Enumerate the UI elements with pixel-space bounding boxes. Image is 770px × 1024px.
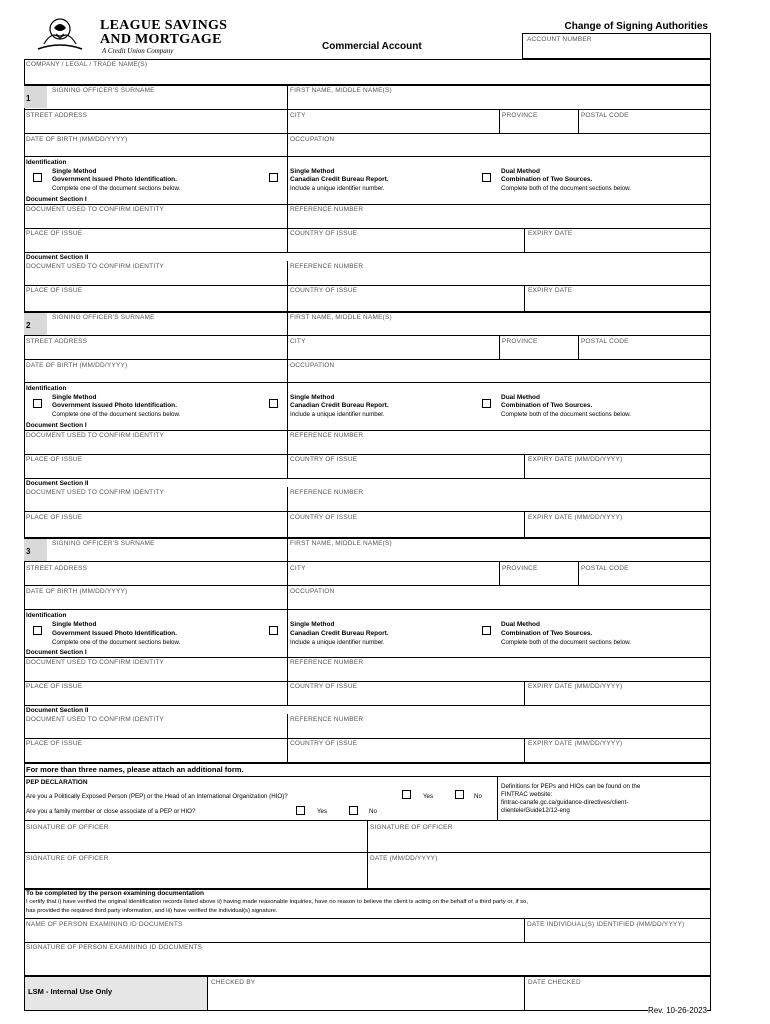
two-sources-note: Complete both of the document sections below. <box>501 411 632 418</box>
doc-section-1-heading: Document Section I <box>26 649 87 656</box>
single-method-label: Single Method <box>52 168 97 175</box>
dual-method-label: Dual Method <box>501 621 540 628</box>
reference-label: REFERENCE NUMBER <box>290 489 364 496</box>
credit-bureau-label: Canadian Credit Bureau Report. <box>290 630 389 637</box>
credit-bureau-label: Canadian Credit Bureau Report. <box>290 402 389 409</box>
reference-label: REFERENCE NUMBER <box>290 432 364 439</box>
credit-bureau-note: Include a unique identifier number. <box>290 185 385 192</box>
dob-label: DATE OF BIRTH (MM/DD/YYYY) <box>26 362 128 369</box>
officer-2-gov-photo-checkbox[interactable] <box>33 399 42 408</box>
two-sources-label: Combination of Two Sources. <box>501 630 593 637</box>
expiry-label: EXPIRY DATE (MM/DD/YYYY) <box>528 456 623 463</box>
doc-used-label: DOCUMENT USED TO CONFIRM IDENTITY <box>26 432 165 439</box>
logo <box>24 14 244 56</box>
doc-section-1-heading: Document Section I <box>26 422 87 429</box>
place-issue-label: PLACE OF ISSUE <box>26 456 83 463</box>
pep-q2-no-checkbox[interactable] <box>349 806 358 815</box>
identification-heading: Identification <box>26 159 67 166</box>
examiner-certify-line1: I certify that i) have verified the original identification records listed above ii) having made reasonable inquiries, have no reason to believe the client is acting on the behalf of a third party or, if so, <box>26 899 528 905</box>
credit-bureau-note: Include a unique identifier number. <box>290 411 385 418</box>
gov-photo-label: Government Issued Photo Identification. <box>52 630 177 637</box>
country-issue-label: COUNTRY OF ISSUE <box>290 740 358 747</box>
identification-heading: Identification <box>26 385 67 392</box>
province-label: PROVINCE <box>502 112 538 119</box>
dob-label: DATE OF BIRTH (MM/DD/YYYY) <box>26 136 128 143</box>
more-names-note: For more than three names, please attach an additional form. <box>26 765 244 774</box>
officer-1-number: 1 <box>24 86 47 108</box>
pep-definitions-link[interactable]: fintrac-canafe.gc.ca/guidance-directives/client- <box>501 799 629 806</box>
pep-q1-no-label: No <box>474 793 482 800</box>
country-issue-label: COUNTRY OF ISSUE <box>290 683 358 690</box>
place-issue-label: PLACE OF ISSUE <box>26 683 83 690</box>
reference-label: REFERENCE NUMBER <box>290 206 364 213</box>
expiry-label: EXPIRY DATE <box>528 230 573 237</box>
dob-label: DATE OF BIRTH (MM/DD/YYYY) <box>26 588 128 595</box>
form-subtitle: Commercial Account <box>322 41 422 52</box>
doc-section-2-heading: Document Section II <box>26 254 89 261</box>
postal-label: POSTAL CODE <box>581 112 629 119</box>
first-name-label: FIRST NAME, MIDDLE NAME(S) <box>290 314 392 321</box>
single-method-label: Single Method <box>290 621 335 628</box>
date-checked-label: DATE CHECKED <box>528 979 581 986</box>
form-title: Change of Signing Authorities <box>564 21 708 32</box>
single-method-label: Single Method <box>290 168 335 175</box>
gov-photo-label: Government Issued Photo Identification. <box>52 402 177 409</box>
examiner-heading: To be completed by the person examining documentation <box>26 890 204 897</box>
logo-line2: AND MORTGAGE <box>100 32 222 47</box>
date-identified-label: DATE INDIVIDUAL(S) IDENTIFIED (MM/DD/YYYY) <box>527 921 685 928</box>
identification-heading: Identification <box>26 612 67 619</box>
officer-3-number: 3 <box>24 539 47 561</box>
surname-label: SIGNING OFFICER'S SURNAME <box>52 540 155 547</box>
expiry-label: EXPIRY DATE (MM/DD/YYYY) <box>528 514 623 521</box>
postal-label: POSTAL CODE <box>581 338 629 345</box>
pep-question-2: Are you a family member or close associate of a PEP or HIO? <box>26 808 196 815</box>
signature-officer-label-3: SIGNATURE OF OFFICER <box>26 855 109 862</box>
two-sources-label: Combination of Two Sources. <box>501 176 593 183</box>
officer-3-dual-method-checkbox[interactable] <box>482 626 491 635</box>
pep-definitions-link-2[interactable]: clientele/Guide12/12-eng <box>501 807 570 814</box>
pep-q2-yes-checkbox[interactable] <box>296 806 305 815</box>
pep-definitions-line1: Definitions for PEPs and HIOs can be found on the <box>501 783 641 790</box>
signature-date-label: DATE (MM/DD/YYYY) <box>370 855 438 862</box>
dual-method-label: Dual Method <box>501 168 540 175</box>
gov-photo-label: Government Issued Photo Identification. <box>52 176 177 183</box>
doc-section-1-heading: Document Section I <box>26 196 87 203</box>
officer-2-credit-bureau-checkbox[interactable] <box>269 399 278 408</box>
single-method-label: Single Method <box>52 621 97 628</box>
two-sources-note: Complete both of the document sections below. <box>501 185 632 192</box>
officer-1-first-name-input[interactable] <box>290 96 709 110</box>
pep-heading: PEP DECLARATION <box>26 779 88 786</box>
pep-q1-yes-checkbox[interactable] <box>402 790 411 799</box>
internal-use-label: LSM - Internal Use Only <box>28 987 113 996</box>
expiry-label: EXPIRY DATE (MM/DD/YYYY) <box>528 740 623 747</box>
doc-used-label: DOCUMENT USED TO CONFIRM IDENTITY <box>26 716 165 723</box>
doc-section-2-heading: Document Section II <box>26 707 89 714</box>
signature-officer-label-2: SIGNATURE OF OFFICER <box>370 824 453 831</box>
credit-bureau-label: Canadian Credit Bureau Report. <box>290 176 389 183</box>
expiry-label: EXPIRY DATE (MM/DD/YYYY) <box>528 683 623 690</box>
reference-label: REFERENCE NUMBER <box>290 263 364 270</box>
account-number-label: ACCOUNT NUMBER <box>527 36 592 43</box>
country-issue-label: COUNTRY OF ISSUE <box>290 287 358 294</box>
expiry-label: EXPIRY DATE <box>528 287 573 294</box>
officer-3-credit-bureau-checkbox[interactable] <box>269 626 278 635</box>
place-issue-label: PLACE OF ISSUE <box>26 287 83 294</box>
place-issue-label: PLACE OF ISSUE <box>26 514 83 521</box>
logo-line1: LEAGUE SAVINGS <box>100 18 228 33</box>
examiner-signature-label: SIGNATURE OF PERSON EXAMINING ID DOCUMENTS <box>26 944 203 951</box>
pep-question-1: Are you a Politically Exposed Person (PEP) or the Head of an International Organization (HIO)? <box>26 793 288 800</box>
officer-1-gov-photo-checkbox[interactable] <box>33 173 42 182</box>
officer-1-surname-input[interactable] <box>52 96 286 110</box>
officer-1-credit-bureau-checkbox[interactable] <box>269 173 278 182</box>
doc-used-label: DOCUMENT USED TO CONFIRM IDENTITY <box>26 263 165 270</box>
street-label: STREET ADDRESS <box>26 338 88 345</box>
credit-bureau-note: Include a unique identifier number. <box>290 639 385 646</box>
doc-used-label: DOCUMENT USED TO CONFIRM IDENTITY <box>26 659 165 666</box>
pep-q2-yes-label: Yes <box>317 808 328 815</box>
officer-2-dual-method-checkbox[interactable] <box>482 399 491 408</box>
checked-by-label: CHECKED BY <box>211 979 256 986</box>
street-label: STREET ADDRESS <box>26 112 88 119</box>
place-issue-label: PLACE OF ISSUE <box>26 740 83 747</box>
pep-q1-yes-label: Yes <box>423 793 434 800</box>
city-label: CITY <box>290 565 306 572</box>
logo-tagline: A Credit Union Company <box>102 47 174 55</box>
doc-used-label: DOCUMENT USED TO CONFIRM IDENTITY <box>26 206 165 213</box>
province-label: PROVINCE <box>502 565 538 572</box>
gov-photo-note: Complete one of the document sections below. <box>52 411 181 418</box>
two-sources-note: Complete both of the document sections below. <box>501 639 632 646</box>
two-sources-label: Combination of Two Sources. <box>501 402 593 409</box>
city-label: CITY <box>290 338 306 345</box>
city-label: CITY <box>290 112 306 119</box>
country-issue-label: COUNTRY OF ISSUE <box>290 230 358 237</box>
street-label: STREET ADDRESS <box>26 565 88 572</box>
postal-label: POSTAL CODE <box>581 565 629 572</box>
reference-label: REFERENCE NUMBER <box>290 716 364 723</box>
officer-3-gov-photo-checkbox[interactable] <box>33 626 42 635</box>
gov-photo-note: Complete one of the document sections below. <box>52 185 181 192</box>
single-method-label: Single Method <box>290 394 335 401</box>
reference-label: REFERENCE NUMBER <box>290 659 364 666</box>
pep-q2-no-label: No <box>369 808 377 815</box>
doc-used-label: DOCUMENT USED TO CONFIRM IDENTITY <box>26 489 165 496</box>
revision-label: Rev. 10-26-2023 <box>648 1006 707 1015</box>
company-name-input[interactable] <box>26 70 710 84</box>
examiner-certify-line2: has provided the required third party information, and iii) have verified the individual(s) signature. <box>26 908 278 914</box>
province-label: PROVINCE <box>502 338 538 345</box>
gov-photo-note: Complete one of the document sections below. <box>52 639 181 646</box>
logo-emblem-icon <box>34 16 86 50</box>
pep-q1-no-checkbox[interactable] <box>455 790 464 799</box>
signature-officer-label-1: SIGNATURE OF OFFICER <box>26 824 109 831</box>
place-issue-label: PLACE OF ISSUE <box>26 230 83 237</box>
doc-section-2-heading: Document Section II <box>26 480 89 487</box>
occupation-label: OCCUPATION <box>290 362 335 369</box>
country-issue-label: COUNTRY OF ISSUE <box>290 456 358 463</box>
surname-label: SIGNING OFFICER'S SURNAME <box>52 314 155 321</box>
country-issue-label: COUNTRY OF ISSUE <box>290 514 358 521</box>
officer-2-number: 2 <box>24 313 47 335</box>
occupation-label: OCCUPATION <box>290 136 335 143</box>
surname-label: SIGNING OFFICER'S SURNAME <box>52 87 155 94</box>
company-label: COMPANY / LEGAL / TRADE NAME(S) <box>26 61 148 68</box>
examiner-name-label: NAME OF PERSON EXAMINING ID DOCUMENTS <box>26 921 183 928</box>
pep-definitions-line2: FINTRAC website: <box>501 791 553 798</box>
officer-1-dual-method-checkbox[interactable] <box>482 173 491 182</box>
first-name-label: FIRST NAME, MIDDLE NAME(S) <box>290 540 392 547</box>
single-method-label: Single Method <box>52 394 97 401</box>
dual-method-label: Dual Method <box>501 394 540 401</box>
account-number-input[interactable] <box>526 45 710 59</box>
occupation-label: OCCUPATION <box>290 588 335 595</box>
first-name-label: FIRST NAME, MIDDLE NAME(S) <box>290 87 392 94</box>
